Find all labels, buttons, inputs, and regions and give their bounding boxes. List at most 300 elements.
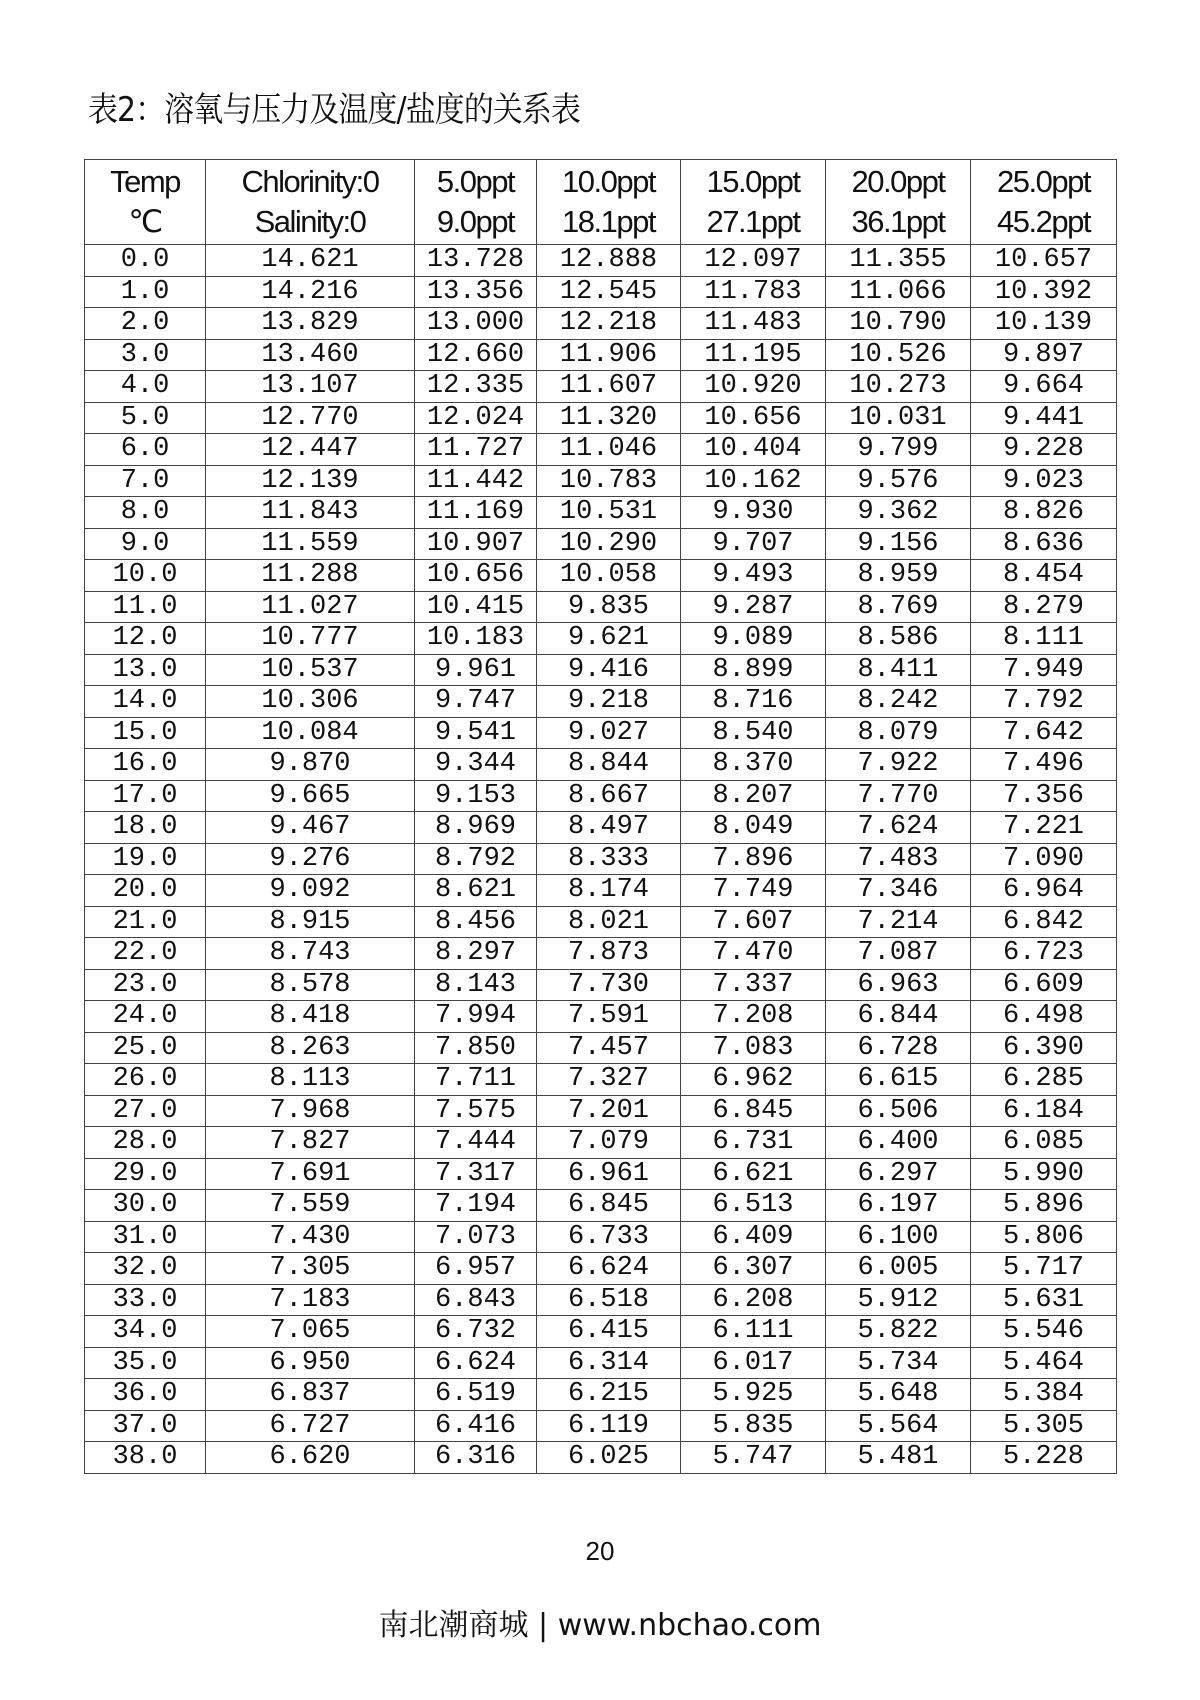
oxygen-value-cell: 7.691 — [206, 1158, 415, 1190]
column-header-line: 9.0ppt — [436, 204, 515, 239]
oxygen-value-cell: 5.734 — [826, 1347, 971, 1379]
temp-cell: 37.0 — [85, 1410, 206, 1442]
oxygen-value-cell: 10.920 — [681, 371, 826, 403]
oxygen-value-cell: 6.963 — [826, 969, 971, 1001]
oxygen-value-cell: 10.657 — [971, 245, 1117, 277]
table-row — [85, 1095, 1117, 1127]
oxygen-value-cell: 9.092 — [206, 875, 415, 907]
oxygen-value-cell: 8.111 — [971, 623, 1117, 655]
oxygen-value-cell: 7.317 — [415, 1158, 537, 1190]
oxygen-value-cell: 7.087 — [826, 938, 971, 970]
temp-cell: 35.0 — [85, 1347, 206, 1379]
oxygen-value-cell: 6.314 — [537, 1347, 681, 1379]
oxygen-value-cell: 8.297 — [415, 938, 537, 970]
temp-cell: 30.0 — [85, 1190, 206, 1222]
oxygen-value-cell: 8.743 — [206, 938, 415, 970]
oxygen-value-cell: 12.097 — [681, 245, 826, 277]
oxygen-value-cell: 10.656 — [681, 402, 826, 434]
oxygen-value-cell: 7.221 — [971, 812, 1117, 844]
oxygen-value-cell: 10.139 — [971, 308, 1117, 340]
oxygen-value-cell: 8.540 — [681, 717, 826, 749]
column-header-line: Salinity:0 — [254, 204, 366, 239]
oxygen-value-cell: 10.415 — [415, 591, 537, 623]
oxygen-value-cell: 10.084 — [206, 717, 415, 749]
oxygen-value-cell: 8.049 — [681, 812, 826, 844]
table-row — [85, 843, 1117, 875]
oxygen-value-cell: 8.497 — [537, 812, 681, 844]
oxygen-value-cell: 8.242 — [826, 686, 971, 718]
oxygen-value-cell: 9.665 — [206, 780, 415, 812]
oxygen-value-cell: 5.925 — [681, 1379, 826, 1411]
oxygen-value-cell: 11.169 — [415, 497, 537, 529]
temp-cell: 1.0 — [85, 276, 206, 308]
oxygen-value-cell: 5.384 — [971, 1379, 1117, 1411]
table-row — [85, 1442, 1117, 1474]
oxygen-value-cell: 6.844 — [826, 1001, 971, 1033]
temp-cell: 12.0 — [85, 623, 206, 655]
oxygen-value-cell: 8.411 — [826, 654, 971, 686]
oxygen-value-cell: 9.362 — [826, 497, 971, 529]
oxygen-value-cell: 6.845 — [681, 1095, 826, 1127]
table-row — [85, 497, 1117, 529]
table-row — [85, 1379, 1117, 1411]
temp-cell: 24.0 — [85, 1001, 206, 1033]
oxygen-value-cell: 7.994 — [415, 1001, 537, 1033]
oxygen-value-cell: 9.023 — [971, 465, 1117, 497]
oxygen-value-cell: 8.586 — [826, 623, 971, 655]
oxygen-value-cell: 6.961 — [537, 1158, 681, 1190]
oxygen-value-cell: 8.174 — [537, 875, 681, 907]
temp-cell: 6.0 — [85, 434, 206, 466]
oxygen-value-cell: 6.005 — [826, 1253, 971, 1285]
oxygen-value-cell: 5.912 — [826, 1284, 971, 1316]
column-header-line: ℃ — [128, 204, 162, 239]
oxygen-value-cell: 6.962 — [681, 1064, 826, 1096]
oxygen-value-cell: 7.073 — [415, 1221, 537, 1253]
oxygen-value-cell: 9.493 — [681, 560, 826, 592]
oxygen-value-cell: 7.065 — [206, 1316, 415, 1348]
table-row — [85, 812, 1117, 844]
oxygen-value-cell: 10.531 — [537, 497, 681, 529]
oxygen-value-cell: 7.730 — [537, 969, 681, 1001]
column-header-line: 5.0ppt — [436, 164, 515, 199]
oxygen-value-cell: 9.870 — [206, 749, 415, 781]
oxygen-value-cell: 13.829 — [206, 308, 415, 340]
oxygen-value-cell: 7.792 — [971, 686, 1117, 718]
column-header-line: 36.1ppt — [851, 204, 945, 239]
table-row — [85, 528, 1117, 560]
oxygen-value-cell: 7.305 — [206, 1253, 415, 1285]
oxygen-value-cell: 5.896 — [971, 1190, 1117, 1222]
oxygen-value-cell: 11.607 — [537, 371, 681, 403]
oxygen-value-cell: 7.356 — [971, 780, 1117, 812]
oxygen-value-cell: 7.607 — [681, 906, 826, 938]
temp-cell: 28.0 — [85, 1127, 206, 1159]
table-row — [85, 906, 1117, 938]
oxygen-value-cell: 12.770 — [206, 402, 415, 434]
column-header — [415, 160, 537, 245]
oxygen-value-cell: 5.546 — [971, 1316, 1117, 1348]
oxygen-value-cell: 5.305 — [971, 1410, 1117, 1442]
header-row — [85, 160, 1117, 245]
temp-cell: 2.0 — [85, 308, 206, 340]
oxygen-value-cell: 5.648 — [826, 1379, 971, 1411]
oxygen-value-cell: 6.400 — [826, 1127, 971, 1159]
oxygen-value-cell: 13.107 — [206, 371, 415, 403]
oxygen-value-cell: 8.667 — [537, 780, 681, 812]
oxygen-value-cell: 7.591 — [537, 1001, 681, 1033]
column-header — [681, 160, 826, 245]
oxygen-value-cell: 8.578 — [206, 969, 415, 1001]
temp-cell: 19.0 — [85, 843, 206, 875]
column-header-line: 45.2ppt — [997, 204, 1090, 239]
oxygen-value-cell: 7.083 — [681, 1032, 826, 1064]
oxygen-value-cell: 6.184 — [971, 1095, 1117, 1127]
oxygen-value-cell: 8.279 — [971, 591, 1117, 623]
oxygen-value-cell: 6.297 — [826, 1158, 971, 1190]
table-row — [85, 1158, 1117, 1190]
oxygen-value-cell: 7.079 — [537, 1127, 681, 1159]
column-header-line: 18.1ppt — [562, 204, 655, 239]
oxygen-value-cell: 6.197 — [826, 1190, 971, 1222]
oxygen-value-cell: 6.620 — [206, 1442, 415, 1474]
oxygen-value-cell: 9.799 — [826, 434, 971, 466]
table-row — [85, 339, 1117, 371]
table-row — [85, 780, 1117, 812]
oxygen-value-cell: 5.564 — [826, 1410, 971, 1442]
oxygen-value-cell: 14.621 — [206, 245, 415, 277]
temp-cell: 18.0 — [85, 812, 206, 844]
oxygen-value-cell: 11.442 — [415, 465, 537, 497]
temp-cell: 9.0 — [85, 528, 206, 560]
oxygen-value-cell: 10.162 — [681, 465, 826, 497]
oxygen-value-cell: 9.416 — [537, 654, 681, 686]
oxygen-value-cell: 9.576 — [826, 465, 971, 497]
oxygen-value-cell: 9.344 — [415, 749, 537, 781]
oxygen-value-cell: 7.208 — [681, 1001, 826, 1033]
table-row — [85, 969, 1117, 1001]
oxygen-value-cell: 13.000 — [415, 308, 537, 340]
oxygen-value-cell: 5.747 — [681, 1442, 826, 1474]
table-row — [85, 1316, 1117, 1348]
oxygen-value-cell: 7.873 — [537, 938, 681, 970]
oxygen-value-cell: 5.464 — [971, 1347, 1117, 1379]
table-row — [85, 1190, 1117, 1222]
oxygen-value-cell: 13.356 — [415, 276, 537, 308]
table-row — [85, 1253, 1117, 1285]
temp-cell: 15.0 — [85, 717, 206, 749]
temp-cell: 5.0 — [85, 402, 206, 434]
oxygen-value-cell: 5.631 — [971, 1284, 1117, 1316]
oxygen-value-cell: 7.559 — [206, 1190, 415, 1222]
oxygen-value-cell: 6.732 — [415, 1316, 537, 1348]
table-row — [85, 654, 1117, 686]
table-row — [85, 1284, 1117, 1316]
temp-cell: 23.0 — [85, 969, 206, 1001]
oxygen-value-cell: 7.968 — [206, 1095, 415, 1127]
oxygen-value-cell: 14.216 — [206, 276, 415, 308]
oxygen-value-cell: 6.119 — [537, 1410, 681, 1442]
oxygen-value-cell: 9.664 — [971, 371, 1117, 403]
oxygen-value-cell: 8.716 — [681, 686, 826, 718]
temp-cell: 33.0 — [85, 1284, 206, 1316]
table-row — [85, 245, 1117, 277]
oxygen-value-cell: 12.545 — [537, 276, 681, 308]
oxygen-value-cell: 9.276 — [206, 843, 415, 875]
oxygen-value-cell: 11.288 — [206, 560, 415, 592]
column-header-line: 27.1ppt — [706, 204, 800, 239]
oxygen-value-cell: 12.024 — [415, 402, 537, 434]
oxygen-value-cell: 7.337 — [681, 969, 826, 1001]
oxygen-value-cell: 11.027 — [206, 591, 415, 623]
temp-cell: 25.0 — [85, 1032, 206, 1064]
oxygen-value-cell: 7.949 — [971, 654, 1117, 686]
oxygen-value-cell: 6.727 — [206, 1410, 415, 1442]
oxygen-value-cell: 5.717 — [971, 1253, 1117, 1285]
oxygen-value-cell: 9.707 — [681, 528, 826, 560]
oxygen-value-cell: 6.215 — [537, 1379, 681, 1411]
oxygen-value-cell: 10.031 — [826, 402, 971, 434]
oxygen-value-cell: 13.728 — [415, 245, 537, 277]
table-body — [85, 245, 1117, 1474]
oxygen-value-cell: 11.727 — [415, 434, 537, 466]
oxygen-value-cell: 6.950 — [206, 1347, 415, 1379]
oxygen-value-cell: 6.723 — [971, 938, 1117, 970]
oxygen-value-cell: 6.957 — [415, 1253, 537, 1285]
temp-cell: 26.0 — [85, 1064, 206, 1096]
oxygen-value-cell: 9.441 — [971, 402, 1117, 434]
oxygen-value-cell: 7.430 — [206, 1221, 415, 1253]
oxygen-value-cell: 11.483 — [681, 308, 826, 340]
oxygen-value-cell: 10.273 — [826, 371, 971, 403]
oxygen-value-cell: 8.079 — [826, 717, 971, 749]
oxygen-value-cell: 7.922 — [826, 749, 971, 781]
oxygen-value-cell: 9.930 — [681, 497, 826, 529]
oxygen-value-cell: 6.307 — [681, 1253, 826, 1285]
oxygen-value-cell: 6.208 — [681, 1284, 826, 1316]
oxygen-value-cell: 6.624 — [415, 1347, 537, 1379]
oxygen-value-cell: 9.156 — [826, 528, 971, 560]
oxygen-value-cell: 5.990 — [971, 1158, 1117, 1190]
oxygen-value-cell: 10.790 — [826, 308, 971, 340]
oxygen-value-cell: 7.457 — [537, 1032, 681, 1064]
table-row — [85, 1032, 1117, 1064]
table-row — [85, 308, 1117, 340]
dissolved-oxygen-table — [84, 159, 1117, 1474]
oxygen-value-cell: 9.897 — [971, 339, 1117, 371]
oxygen-value-cell: 11.559 — [206, 528, 415, 560]
oxygen-value-cell: 10.907 — [415, 528, 537, 560]
temp-cell: 0.0 — [85, 245, 206, 277]
oxygen-value-cell: 6.609 — [971, 969, 1117, 1001]
oxygen-value-cell: 8.636 — [971, 528, 1117, 560]
oxygen-value-cell: 9.835 — [537, 591, 681, 623]
column-header — [85, 160, 206, 245]
oxygen-value-cell: 7.090 — [971, 843, 1117, 875]
table-row — [85, 560, 1117, 592]
column-header-line: 20.0ppt — [851, 164, 945, 199]
page-number: 20 — [585, 1536, 615, 1566]
oxygen-value-cell: 8.959 — [826, 560, 971, 592]
oxygen-value-cell: 10.290 — [537, 528, 681, 560]
oxygen-value-cell: 8.621 — [415, 875, 537, 907]
oxygen-value-cell: 6.843 — [415, 1284, 537, 1316]
oxygen-value-cell: 7.711 — [415, 1064, 537, 1096]
oxygen-value-cell: 8.143 — [415, 969, 537, 1001]
table-row — [85, 938, 1117, 970]
table-row — [85, 1410, 1117, 1442]
oxygen-value-cell: 5.228 — [971, 1442, 1117, 1474]
oxygen-value-cell: 8.969 — [415, 812, 537, 844]
temp-cell: 3.0 — [85, 339, 206, 371]
temp-cell: 21.0 — [85, 906, 206, 938]
oxygen-value-cell: 11.066 — [826, 276, 971, 308]
temp-cell: 11.0 — [85, 591, 206, 623]
oxygen-value-cell: 9.747 — [415, 686, 537, 718]
oxygen-value-cell: 10.526 — [826, 339, 971, 371]
temp-cell: 22.0 — [85, 938, 206, 970]
oxygen-value-cell: 9.467 — [206, 812, 415, 844]
oxygen-value-cell: 6.845 — [537, 1190, 681, 1222]
oxygen-value-cell: 11.355 — [826, 245, 971, 277]
table-row — [85, 1127, 1117, 1159]
temp-cell: 7.0 — [85, 465, 206, 497]
oxygen-value-cell: 6.415 — [537, 1316, 681, 1348]
temp-cell: 16.0 — [85, 749, 206, 781]
temp-cell: 20.0 — [85, 875, 206, 907]
table-title: 表2：溶氧与压力及温度/盐度的关系表 — [88, 90, 581, 130]
table-row — [85, 749, 1117, 781]
oxygen-value-cell: 7.214 — [826, 906, 971, 938]
oxygen-value-cell: 10.777 — [206, 623, 415, 655]
temp-cell: 13.0 — [85, 654, 206, 686]
table-row — [85, 434, 1117, 466]
oxygen-value-cell: 10.537 — [206, 654, 415, 686]
oxygen-value-cell: 9.027 — [537, 717, 681, 749]
oxygen-value-cell: 9.218 — [537, 686, 681, 718]
temp-cell: 27.0 — [85, 1095, 206, 1127]
oxygen-value-cell: 12.447 — [206, 434, 415, 466]
oxygen-value-cell: 7.827 — [206, 1127, 415, 1159]
temp-cell: 34.0 — [85, 1316, 206, 1348]
temp-cell: 29.0 — [85, 1158, 206, 1190]
temp-cell: 10.0 — [85, 560, 206, 592]
oxygen-value-cell: 7.749 — [681, 875, 826, 907]
oxygen-value-cell: 12.888 — [537, 245, 681, 277]
oxygen-value-cell: 12.335 — [415, 371, 537, 403]
column-header-line: 25.0ppt — [997, 164, 1090, 199]
oxygen-value-cell: 6.615 — [826, 1064, 971, 1096]
temp-cell: 32.0 — [85, 1253, 206, 1285]
table-row — [85, 276, 1117, 308]
oxygen-value-cell: 6.416 — [415, 1410, 537, 1442]
oxygen-value-cell: 10.392 — [971, 276, 1117, 308]
oxygen-value-cell: 6.025 — [537, 1442, 681, 1474]
oxygen-value-cell: 8.207 — [681, 780, 826, 812]
oxygen-value-cell: 10.656 — [415, 560, 537, 592]
oxygen-value-cell: 7.770 — [826, 780, 971, 812]
oxygen-value-cell: 6.285 — [971, 1064, 1117, 1096]
oxygen-value-cell: 8.826 — [971, 497, 1117, 529]
oxygen-value-cell: 6.111 — [681, 1316, 826, 1348]
table-row — [85, 371, 1117, 403]
oxygen-value-cell: 11.195 — [681, 339, 826, 371]
oxygen-value-cell: 9.541 — [415, 717, 537, 749]
column-header — [537, 160, 681, 245]
oxygen-value-cell: 7.850 — [415, 1032, 537, 1064]
temp-cell: 31.0 — [85, 1221, 206, 1253]
oxygen-value-cell: 6.733 — [537, 1221, 681, 1253]
column-header-line: Temp — [110, 164, 180, 199]
column-header — [206, 160, 415, 245]
oxygen-value-cell: 6.498 — [971, 1001, 1117, 1033]
oxygen-value-cell: 6.506 — [826, 1095, 971, 1127]
oxygen-value-cell: 9.228 — [971, 434, 1117, 466]
oxygen-value-cell: 9.153 — [415, 780, 537, 812]
oxygen-value-cell: 8.113 — [206, 1064, 415, 1096]
oxygen-value-cell: 6.085 — [971, 1127, 1117, 1159]
oxygen-value-cell: 7.496 — [971, 749, 1117, 781]
oxygen-value-cell: 7.346 — [826, 875, 971, 907]
oxygen-value-cell: 7.642 — [971, 717, 1117, 749]
footer-brand: 南北潮商城 | www.nbchao.com — [378, 1608, 822, 1643]
table-row — [85, 686, 1117, 718]
oxygen-value-cell: 7.327 — [537, 1064, 681, 1096]
column-header — [971, 160, 1117, 245]
table-row — [85, 465, 1117, 497]
oxygen-value-cell: 13.460 — [206, 339, 415, 371]
column-header-line: 10.0ppt — [562, 164, 655, 199]
oxygen-value-cell: 7.896 — [681, 843, 826, 875]
oxygen-value-cell: 11.783 — [681, 276, 826, 308]
table-row — [85, 1064, 1117, 1096]
oxygen-value-cell: 8.370 — [681, 749, 826, 781]
temp-cell: 14.0 — [85, 686, 206, 718]
oxygen-value-cell: 8.456 — [415, 906, 537, 938]
column-header — [826, 160, 971, 245]
oxygen-value-cell: 9.621 — [537, 623, 681, 655]
oxygen-value-cell: 6.390 — [971, 1032, 1117, 1064]
table-row — [85, 875, 1117, 907]
oxygen-value-cell: 6.519 — [415, 1379, 537, 1411]
oxygen-value-cell: 9.961 — [415, 654, 537, 686]
oxygen-value-cell: 5.806 — [971, 1221, 1117, 1253]
oxygen-value-cell: 10.183 — [415, 623, 537, 655]
oxygen-value-cell: 9.089 — [681, 623, 826, 655]
oxygen-value-cell: 5.835 — [681, 1410, 826, 1442]
oxygen-value-cell: 6.728 — [826, 1032, 971, 1064]
oxygen-value-cell: 7.183 — [206, 1284, 415, 1316]
column-header-line: Chlorinity:0 — [241, 164, 379, 199]
oxygen-value-cell: 8.792 — [415, 843, 537, 875]
temp-cell: 36.0 — [85, 1379, 206, 1411]
oxygen-value-cell: 7.470 — [681, 938, 826, 970]
oxygen-value-cell: 6.513 — [681, 1190, 826, 1222]
oxygen-value-cell: 10.783 — [537, 465, 681, 497]
oxygen-value-cell: 8.915 — [206, 906, 415, 938]
temp-cell: 8.0 — [85, 497, 206, 529]
oxygen-value-cell: 8.454 — [971, 560, 1117, 592]
oxygen-value-cell: 5.822 — [826, 1316, 971, 1348]
oxygen-value-cell: 6.837 — [206, 1379, 415, 1411]
oxygen-value-cell: 11.906 — [537, 339, 681, 371]
table-row — [85, 717, 1117, 749]
oxygen-value-cell: 7.575 — [415, 1095, 537, 1127]
oxygen-value-cell: 8.769 — [826, 591, 971, 623]
table-row — [85, 623, 1117, 655]
table-row — [85, 402, 1117, 434]
oxygen-value-cell: 12.139 — [206, 465, 415, 497]
